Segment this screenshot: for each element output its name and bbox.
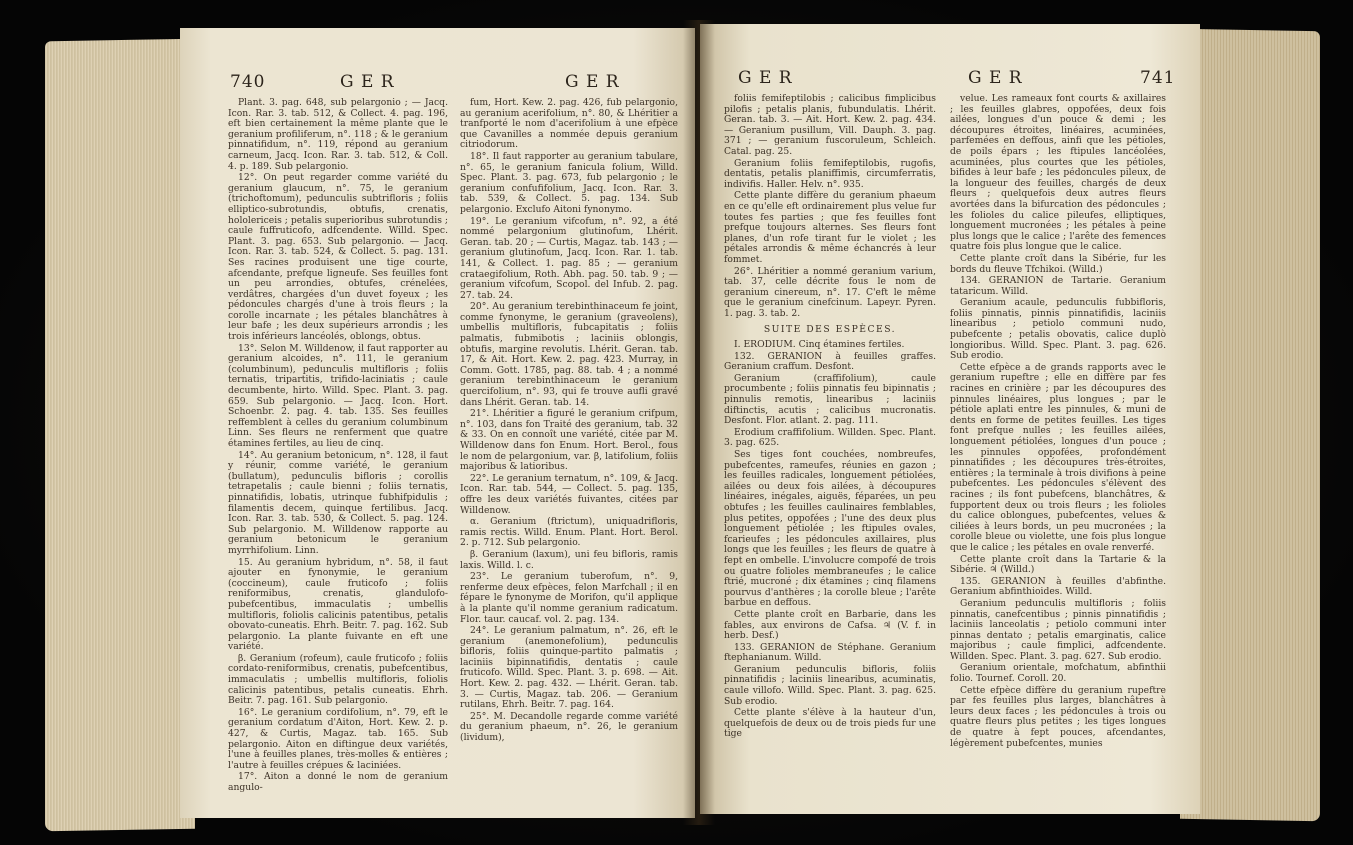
paragraph: Cette efpèce diffère du geranium rupeftre par fes feuilles plus larges, blanchâtres à leurs deux faces ; les pédoncules à trois ou quatre fleurs plus petites ; les tiges longues de quatre à fept pouces, afcendantes, légèrement pubefcentes, munies: [950, 684, 1166, 749]
paragraph: Ses tiges font couchées, nombreufes, pubefcentes, rameufes, réunies en gazon ; les feuilles radicales, longuement pétiolées, ailées ou deux fois ailées, à découpures linéaires, inégales, aiguës, féparées, un peu obtufes ; les feuilles caulinaires femblables, plus petites, oppofées ; l'une des deux plus longuement pétiolée ; les ftipules ovales, fcarieufes ; les pédoncules axillaires, plus longs que les feuilles ; les fleurs de quatre à fept en ombelle. L'involucre compofé de trois ou quatre folioles membraneufes ; le calice ftrié, mucroné ; dix étamines ; cinq filamens pourvus d'anthères ; la corolle bleue ; l'arête barbue en deffous.: [724, 449, 936, 609]
running-head-left-2: G E R: [565, 72, 620, 92]
paragraph: 12°. On peut regarder comme variété du geranium glaucum, n°. 75, le geranium (trichoftomum), pedunculis subtrifloris ; foliis elliptico-subrotundis, obtufis, crenatis, hololericeis ; petalis superioribus subrotundis ; caule fuffruticofo, adfcendente. Willd. Spec. Plant. 3. pag. 653. Sub pelargonio. — Jacq. Icon. Rar. 3. tab. 524, & Collect. 5. pag. 131. Ses racines produisent une tige courte, afcendante, prefque ligneufe. Ses feuilles font un peu arrondies, obtufes, crénelées, verdâtres, chargées d'un duvet foyeux ; les pédoncules chargés d'une à trois fleurs ; la corolle incarnate ; les pétales blanchâtres à leur bafe ; les deux supérieurs arrondis ; les trois inférieurs lancéolés, oblongs, obtus.: [228, 172, 448, 343]
paragraph: foliis femifeptilobis ; calicibus fimplicibus pilofis ; petalis planis, fubundulatis. Lhérit. Geran. tab. 3. — Ait. Hort. Kew. 2. pag. 434. — Geranium pusillum, Vill. Dauph. 3. pag. 371 ; — geranium fuscoruleum, Schleich. Catal. pag. 25.: [724, 93, 936, 157]
right-page-column-1: [724, 94, 936, 741]
paragraph: fum, Hort. Kew. 2. pag. 426, fub pelargonio, au geranium acerifolium, n°. 80, & Lhéritier a tranfporté le nom d'acerifolium à une efpèce que Cavanilles a nommée depuis geranium citriodorum.: [460, 97, 678, 151]
page-number-left: 740: [230, 72, 266, 92]
paragraph: Geranium acaule, pedunculis fubbifloris, foliis pinnatis, pinnis pinnatifidis, laciniis linearibus ; petiolo communi nudo, pubefcente ; petalis obovatis, calice duplò longioribus. Willd. Spec. Plant. 3. pag. 626. Sub erodio.: [950, 297, 1166, 362]
paragraph: Cette plante croît en Barbarie, dans les fables, aux environs de Cafsa. ♃ (V. f. in herb. Desf.): [724, 608, 936, 642]
left-page-edges: [45, 39, 195, 832]
paragraph: Cette plante croît dans la Tartarie & la Sibérie. ♃ (Willd.): [950, 553, 1166, 576]
paragraph: 16°. Le geranium cordifolium, n°. 79, eft le geranium cordatum d'Aiton, Hort. Kew. 2. p. 427, & Curtis, Magaz. tab. 165. Sub pelargonio. Aiton en diftingue deux variétés, l'une à feuilles planes, très-molles & entières ; l'autre à feuilles crépues & laciniées.: [228, 706, 448, 771]
paragraph: Plant. 3. pag. 648, sub pelargonio ; — Jacq. Icon. Rar. 3. tab. 512, & Collect. 4. pag. 196, eft bien certainement la même plante que le geranium profiliferum, n°. 118 ; & le geranium pinnatifidum, n°. 119, répond au geranium carneum, Jacq. Icon. Rar. 3. tab. 512, & Coll. 4. p. 189. Sub pelargonio.: [228, 97, 448, 172]
paragraph: α. Geranium (ftrictum), uniquadrifloris, ramis rectis. Willd. Enum. Plant. Hort. Berol. 2. p. 712. Sub pelargonio.: [460, 516, 678, 549]
paragraph: 25°. M. Decandolle regarde comme variété du geranium phaeum, n°. 26, le geranium (lividum),: [460, 710, 678, 744]
paragraph: Cette plante croît dans la Sibérie, fur les bords du fleuve Tfchikoi. (Willd.): [950, 252, 1166, 275]
right-page-edges: [1180, 29, 1320, 821]
running-head-left-1: G E R: [340, 72, 395, 92]
paragraph: 134. GERANION de Tartarie. Geranium tataricum. Willd.: [950, 275, 1166, 297]
paragraph: 14°. Au geranium betonicum, n°. 128, il faut y réunir, comme variété, le geranium (bullatum), pedunculis bifloris ; corollis tetrapetalis ; caule bienni ; foliis ternatis, pinnatifidis, lobatis, utrinque fubhifpidulis ; filamentis decem, quinque fertilibus. Jacq. Icon. Rar. 3. tab. 530, & Collect. 5. pag. 124. Sub pelargonio. M. Willdenow rapporte au geranium betonicum le geranium myrrhifolium. Linn.: [228, 449, 448, 556]
paragraph: 21°. Lhéritier a figuré le geranium crifpum, n°. 103, dans fon Traité des geranium, tab. 32 & 33. On en connoît une variété, citée par M. Willdenow dans fon Enum. Hort. Berol., fous le nom de pelargonium, var. β, latifolium, foliis majoribus & latioribus.: [460, 408, 678, 473]
paragraph: 135. GERANION à feuilles d'abfinthe. Geranium abfinthioides. Willd.: [950, 575, 1166, 598]
paragraph: 132. GERANION à feuilles graffes. Geranium craffum. Desfont.: [724, 350, 936, 373]
left-page-column-1: [228, 98, 448, 795]
left-page: [180, 28, 695, 818]
paragraph: Geranium (craffifolium), caule procumbente ; foliis pinnatis feu bipinnatis ; pinnulis remotis, linearibus ; laciniis diftinctis, acutis ; calicibus mucronatis. Desfont. Flor. atlant. 2. pag. 111.: [724, 372, 936, 427]
paragraph: 17°. Aiton a donné le nom de geranium angulo-: [228, 771, 448, 793]
paragraph: 133. GERANION de Stéphane. Geranium ftephanianum. Willd.: [724, 641, 936, 664]
paragraph: Geranium pedunculis multifloris ; foliis pinnatis, canefcentibus ; pinnis pinnatifidis ; laciniis lanceolatis ; petiolo communi inter pinnas dentato ; petalis emarginatis, calice majoribus ; caule fimplici, adfcendente. Willden. Spec. Plant. 3. pag. 627. Sub erodio.: [950, 597, 1166, 662]
paragraph: Cette plante diffère du geranium phaeum en ce qu'elle eft ordinairement plus velue fur toutes fes parties ; que fes feuilles font prefque toujours alternes. Ses fleurs font planes, d'un rofe tirant fur le violet ; les pétales arrondis & même échancrés à leur fommet.: [724, 190, 936, 265]
right-page-column-2: [950, 94, 1166, 750]
paragraph: 23°. Le geranium tuberofum, n°. 9, renferme deux efpèces, felon Marfchall ; il en fépare le fynonyme de Morifon, qu'il applique à la plante qu'il nomme geranium radicatum. Flor. taur. caucaf. vol. 2. pag. 134.: [460, 571, 678, 625]
running-head-right-1: G E R: [738, 68, 793, 88]
page-number-right: 741: [1140, 68, 1176, 88]
book-gutter: [683, 20, 715, 825]
paragraph: β. Geranium (laxum), uni feu bifloris, ramis laxis. Willd. l. c.: [460, 548, 678, 571]
paragraph: Cette efpèce a de grands rapports avec le geranium rupeftre ; elle en diffère par fes racines en crinière ; par les découpures des pinnules linéaires, plus longues ; par le pétiole aplati entre les pinnules, & muni de dents en forme de petites feuilles. Les tiges font prefque nulles ; les feuilles ailées, longuement pétiolées, longues d'un pouce ; les pinnules oppofées, profondément pinnatifides ; les découpures très-étroites, entières ; la terminale à trois divifions à peine pubefcentes. Les pédoncules s'élèvent des racines ; ils font pubefcens, blanchâtres, & fupportent deux ou trois fleurs ; les folioles du calice oblongues, pubefcentes, velues & ciliées à leurs bords, un peu mucronées ; la corolle bleue ou violette, une fois plus longue que le calice ; les pétales en ovale renverfé.: [950, 361, 1166, 553]
paragraph: 15. Au geranium hybridum, n°. 58, il faut ajouter en fynonymie, le geranium (coccineum), caule fruticofo ; foliis reniformibus, crenatis, glandulofo-pubefcentibus, immaculatis ; umbellis multifloris, foliolis calicinis patentibus, petalis obovato-cuneatis. Ehrh. Beitr. 7. pag. 162. Sub pelargonio. La plante fuivante en eft une variété.: [228, 556, 448, 653]
section-heading: SUITE DES ESPÈCES.: [763, 324, 897, 336]
subsection-heading: I. ERODIUM. Cinq étamines fertiles.: [734, 339, 905, 351]
paragraph: Cette plante s'élève à la hauteur d'un, quelquefois de deux ou de trois pieds fur une tige: [724, 707, 936, 740]
paragraph: 20°. Au geranium terebinthinaceum fe joint, comme fynonyme, le geranium (graveolens), umbellis multifloris, fubcapitatis ; foliis palmatis, fubmibotis ; laciniis oblongis, obtufis, margine revolutis. Lhérit. Geran. tab. 17, & Ait. Hort. Kew. 2. pag. 423. Murray, in Comm. Gott. 1785, pag. 88. tab. 4 ; a nommé geranium terebinthinaceum le geranium quercifolium, n°. 93, qui fe trouve aufli gravé dans Lhérit. Geran. tab. 14.: [460, 301, 678, 408]
paragraph: 22°. Le geranium ternatum, n°. 109, & Jacq. Icon. Rar. tab. 544, — Collect. 5. pag. 135, offre les deux variétés fuivantes, citées par Willdenow.: [460, 472, 678, 516]
left-page-column-2: [460, 98, 678, 745]
running-head-right-2: G E R: [968, 68, 1023, 88]
paragraph: velue. Les rameaux font courts & axillaires ; les feuilles glabres, oppofées, deux fois ailées, longues d'un pouce & demi ; les découpures étroites, linéaires, acuminées, parfemées en deffous, ainfi que les pétioles, de poils épars ; les ftipules lancéolées, acuminées, plus courtes que les pétioles, bifides à leur bafe ; les pédoncules pileux, de la longueur des feuilles, chargés de deux fleurs ; quelquefois deux autres fleurs avortées dans la bifurcation des pédoncules ; les folioles du calice pileufes, elliptiques, longuement mucronées ; les pétales à peine plus longs que le calice ; l'arête des femences quatre fois plus longue que le calice.: [950, 93, 1166, 253]
paragraph: Geranium orientale, mofchatum, abfinthii folio. Tournef. Coroll. 20.: [950, 662, 1166, 685]
paragraph: 19°. Le geranium vifcofum, n°. 92, a été nommé pelargonium glutinofum, Lhérit. Geran. tab. 20 ; — Curtis, Magaz. tab. 143 ; — geranium glutinofum, Jacq. Icon. Rar. 1. tab. 141, & Collect. 1. pag. 85 ; — geranium crataegifolium, Roth. Abh. pag. 50. tab. 9 ; — geranium vifcofum, Scopol. del Infub. 2. pag. 27. tab. 24.: [460, 215, 678, 301]
paragraph: 13°. Selon M. Willdenow, il faut rapporter au geranium alcoides, n°. 111, le geranium (columbinum), pedunculis multifloris ; foliis ternatis, tripartitis, trifido-laciniatis ; caule decumbente, hirto. Willd. Spec. Plant. 3. pag. 659. Sub pelargonio. — Jacq. Icon. Hort. Schoenbr. 2. pag. 4. tab. 135. Ses feuilles reffemblent à celles du geranium columbinum Linn. Ses fleurs ne renferment que quatre étamines fertiles, au lieu de cinq.: [228, 342, 448, 449]
paragraph: 18°. Il faut rapporter au geranium tabulare, n°. 65, le geranium fanicula folium, Willd. Spec. Plant. 3. pag. 673, fub pelargonio ; le geranium confufifolium, Jacq. Icon. Rar. 3. tab. 539, & Collect. 5. pag. 134. Sub pelargonio. Exclufo Aitoni fynonymo.: [460, 150, 678, 215]
right-page: [700, 24, 1200, 814]
paragraph: β. Geranium (rofeum), caule fruticofo ; foliis cordato-reniformibus, crenatis, pubefcentibus, immaculatis ; umbellis multifloris, foliolis calicinis patentibus, petalis cuneatis. Ehrh. Beitr. 7. pag. 161. Sub pelargonio.: [228, 652, 448, 707]
paragraph: Geranium pedunculis bifloris, foliis pinnatifidis ; laciniis linearibus, acuminatis, caule villofo. Willd. Spec. Plant. 3. pag. 625. Sub erodio.: [724, 663, 936, 707]
paragraph: 24°. Le geranium palmatum, n°. 26, eft le geranium (anemonefolium), pedunculis bifloris, foliis quinque-partito palmatis ; laciniis bipinnatifidis, dentatis ; caule fruticofo. Willd. Spec. Plant. 3. p. 698. — Ait. Hort. Kew. 2. pag. 432. — Lhérit. Geran. tab. 3. — Curtis, Magaz. tab. 206. — Geranium rutilans, Ehrh. Beitr. 7. pag. 164.: [460, 625, 678, 711]
paragraph: 26°. Lhéritier a nommé geranium varium, tab. 37, celle décrite fous le nom de geranium cinereum, n°. 17. C'eft le même que le geranium cinefcinum. Lapeyr. Pyren. 1. pag. 3. tab. 2.: [724, 265, 936, 319]
paragraph: Erodium craffifolium. Willden. Spec. Plant. 3. pag. 625.: [724, 426, 936, 449]
paragraph: Geranium foliis femifeptilobis, rugofis, dentatis, petalis planiffimis, circumferratis, indivifis. Haller. Helv. n°. 935.: [724, 157, 936, 190]
